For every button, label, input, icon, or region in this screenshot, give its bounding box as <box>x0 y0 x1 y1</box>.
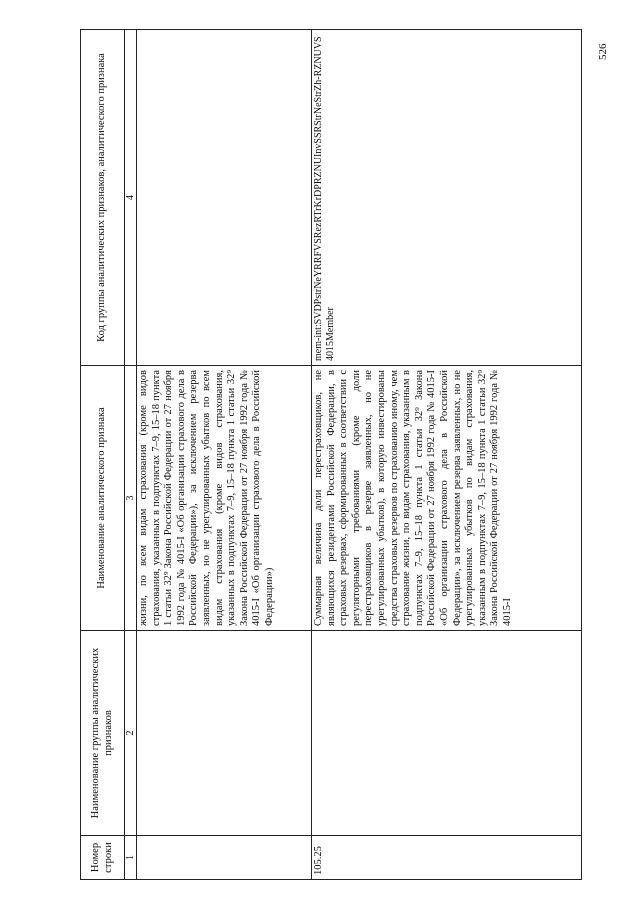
group-name <box>312 631 582 836</box>
column-index: 1 <box>125 836 137 880</box>
row-number <box>137 836 312 880</box>
table-row <box>312 30 582 880</box>
column-index-row <box>125 30 137 880</box>
page-number: 526 <box>597 43 609 60</box>
header-group-name: Наименование группы аналитических признаков <box>81 631 125 836</box>
header-row-number: Номер строки <box>81 836 125 880</box>
feature-code <box>137 30 312 366</box>
column-index: 2 <box>125 631 137 836</box>
column-index: 3 <box>125 366 137 631</box>
feature-code: mem-int:SVDPstrNeYRRFVSRezRTrKrDPRZNUInvSSRStrNeStrZh-RZNUVS4015Member <box>312 30 582 366</box>
feature-name: жизни, по всем видам страхования (кроме видов страхования, указанных в подпунктах 7–9, 15–18 пункта 1 статьи 32⁹ Закона Российской Федерации от 27 ноября 1992 года № 4015-I «Об организации страхового дела в Российской Федерации»), за исключением резерва заявленных, но не урегулированных убытков по всем видам страхования (кроме видов страхования, указанных в подпунктах 7–9, 15–18 пункта 1 статьи 32⁹ Закона Российской Федерации от 27 ноября 1992 года № 4015-I «Об организации страхового дела в Российской Федерации») <box>137 366 312 631</box>
column-index: 4 <box>125 30 137 366</box>
table-header-row <box>81 30 125 880</box>
analytic-features-table <box>80 29 582 880</box>
table-row <box>137 30 312 880</box>
row-number: 105.25 <box>312 836 582 880</box>
rotated-table-wrapper <box>80 30 582 880</box>
feature-name: Суммарная величина доли перестраховщиков, не являющихся резидентами Российской Федерации, в страховых резервах, сформированных в соответствии с регуляторными требованиями (кроме доли перестраховщиков в резерве заявленных, но не урегулированных убытков), в которую инвестированы средства страховых резервов по страхованию иному, чем страхование жизни, по видам страхования, указанным в подпунктах 7–9, 15–18 пункта 1 статьи 32⁹ Закона Российской Федерации от 27 ноября 1992 года № 4015-I «Об организации страхового дела в Российской Федерации», за исключением резерва заявленных, но не урегулированных убытков по видам страхования, указанным в подпунктах 7–9, 15–18 пункта 1 статьи 32⁹ Закона Российской Федерации от 27 ноября 1992 года № 4015-I <box>312 366 582 631</box>
group-name <box>137 631 312 836</box>
header-code: Код группы аналитических признаков, аналитического признака <box>81 30 125 366</box>
header-feature-name: Наименование аналитического признака <box>81 366 125 631</box>
